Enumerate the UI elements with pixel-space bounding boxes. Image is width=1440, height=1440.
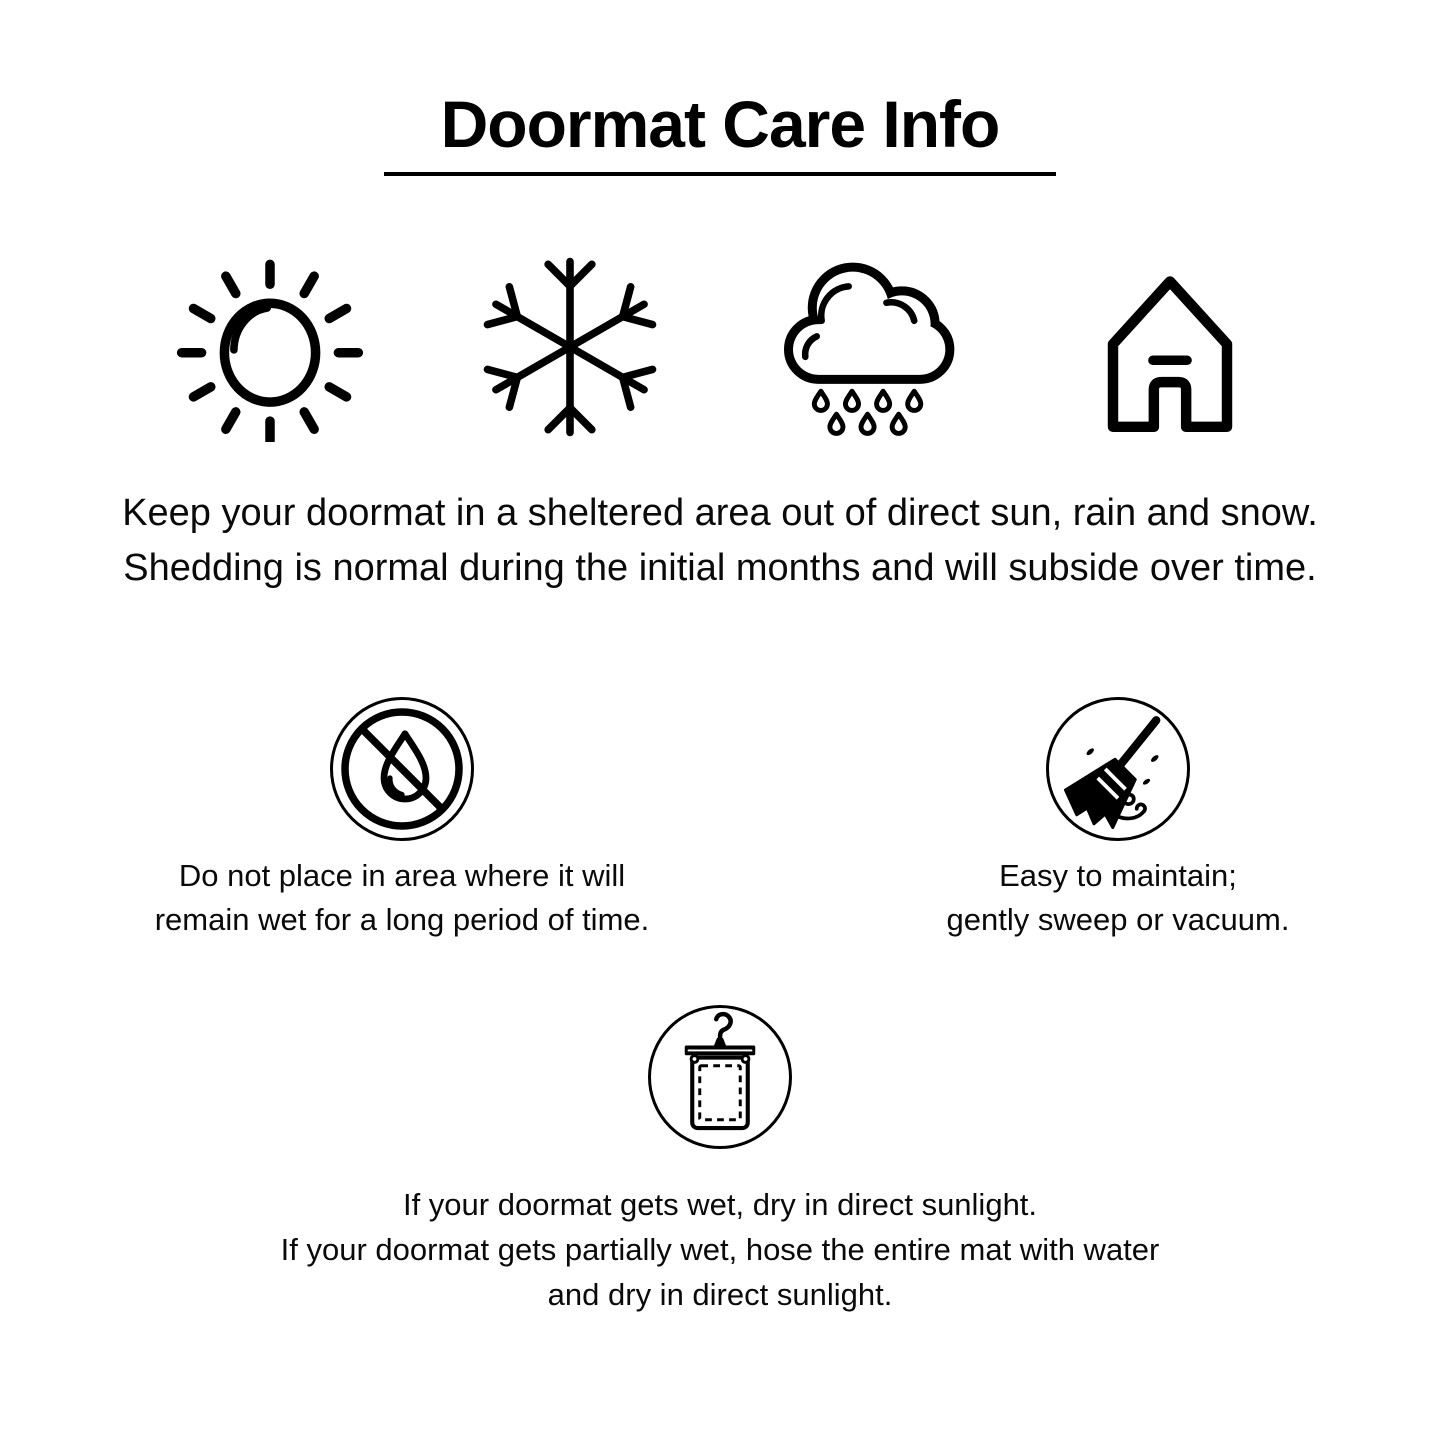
intro-line-2: Shedding is normal during the initial months and will subside over time.	[123, 547, 1317, 589]
rain-cloud-icon	[775, 252, 965, 442]
snowflake-icon-svg	[475, 252, 665, 442]
care-item-sweep	[828, 694, 1408, 942]
drying-caption-line-2: If your doormat gets partially wet, hose the entire mat with water	[280, 1232, 1160, 1267]
care-item-no-water	[112, 694, 692, 942]
hanging-mat-icon	[645, 1002, 795, 1152]
drying-section	[0, 1002, 1440, 1317]
no-water-caption-line-1: Do not place in area where it will	[178, 858, 626, 893]
snowflake-icon	[475, 252, 665, 442]
house-icon-svg	[1075, 252, 1265, 442]
intro-text	[0, 486, 1440, 596]
drying-caption-line-3: and dry in direct sunlight.	[547, 1277, 893, 1312]
broom-icon-svg	[1043, 694, 1193, 844]
header	[0, 86, 1440, 176]
no-water-caption	[112, 854, 692, 942]
no-water-icon-svg	[327, 694, 477, 844]
no-water-icon	[327, 694, 477, 844]
sun-icon-svg	[175, 252, 365, 442]
sun-icon	[175, 252, 365, 442]
intro-line-1: Keep your doormat in a sheltered area out of direct sun, rain and snow.	[122, 492, 1318, 534]
sweep-caption-line-2: gently sweep or vacuum.	[946, 902, 1290, 937]
hanging-mat-icon-svg	[645, 1002, 795, 1152]
drying-caption	[0, 1182, 1440, 1317]
no-water-caption-line-2: remain wet for a long period of time.	[154, 902, 650, 937]
sweep-caption-line-1: Easy to maintain;	[999, 858, 1237, 893]
broom-icon	[1043, 694, 1193, 844]
title-underline	[384, 172, 1056, 176]
rain-cloud-icon-svg	[775, 252, 965, 442]
drying-caption-line-1: If your doormat gets wet, dry in direct sunlight.	[402, 1187, 1038, 1222]
sweep-caption	[828, 854, 1408, 942]
page-title: Doormat Care Info	[440, 87, 1000, 161]
weather-icons-row	[0, 252, 1440, 442]
house-icon	[1075, 252, 1265, 442]
